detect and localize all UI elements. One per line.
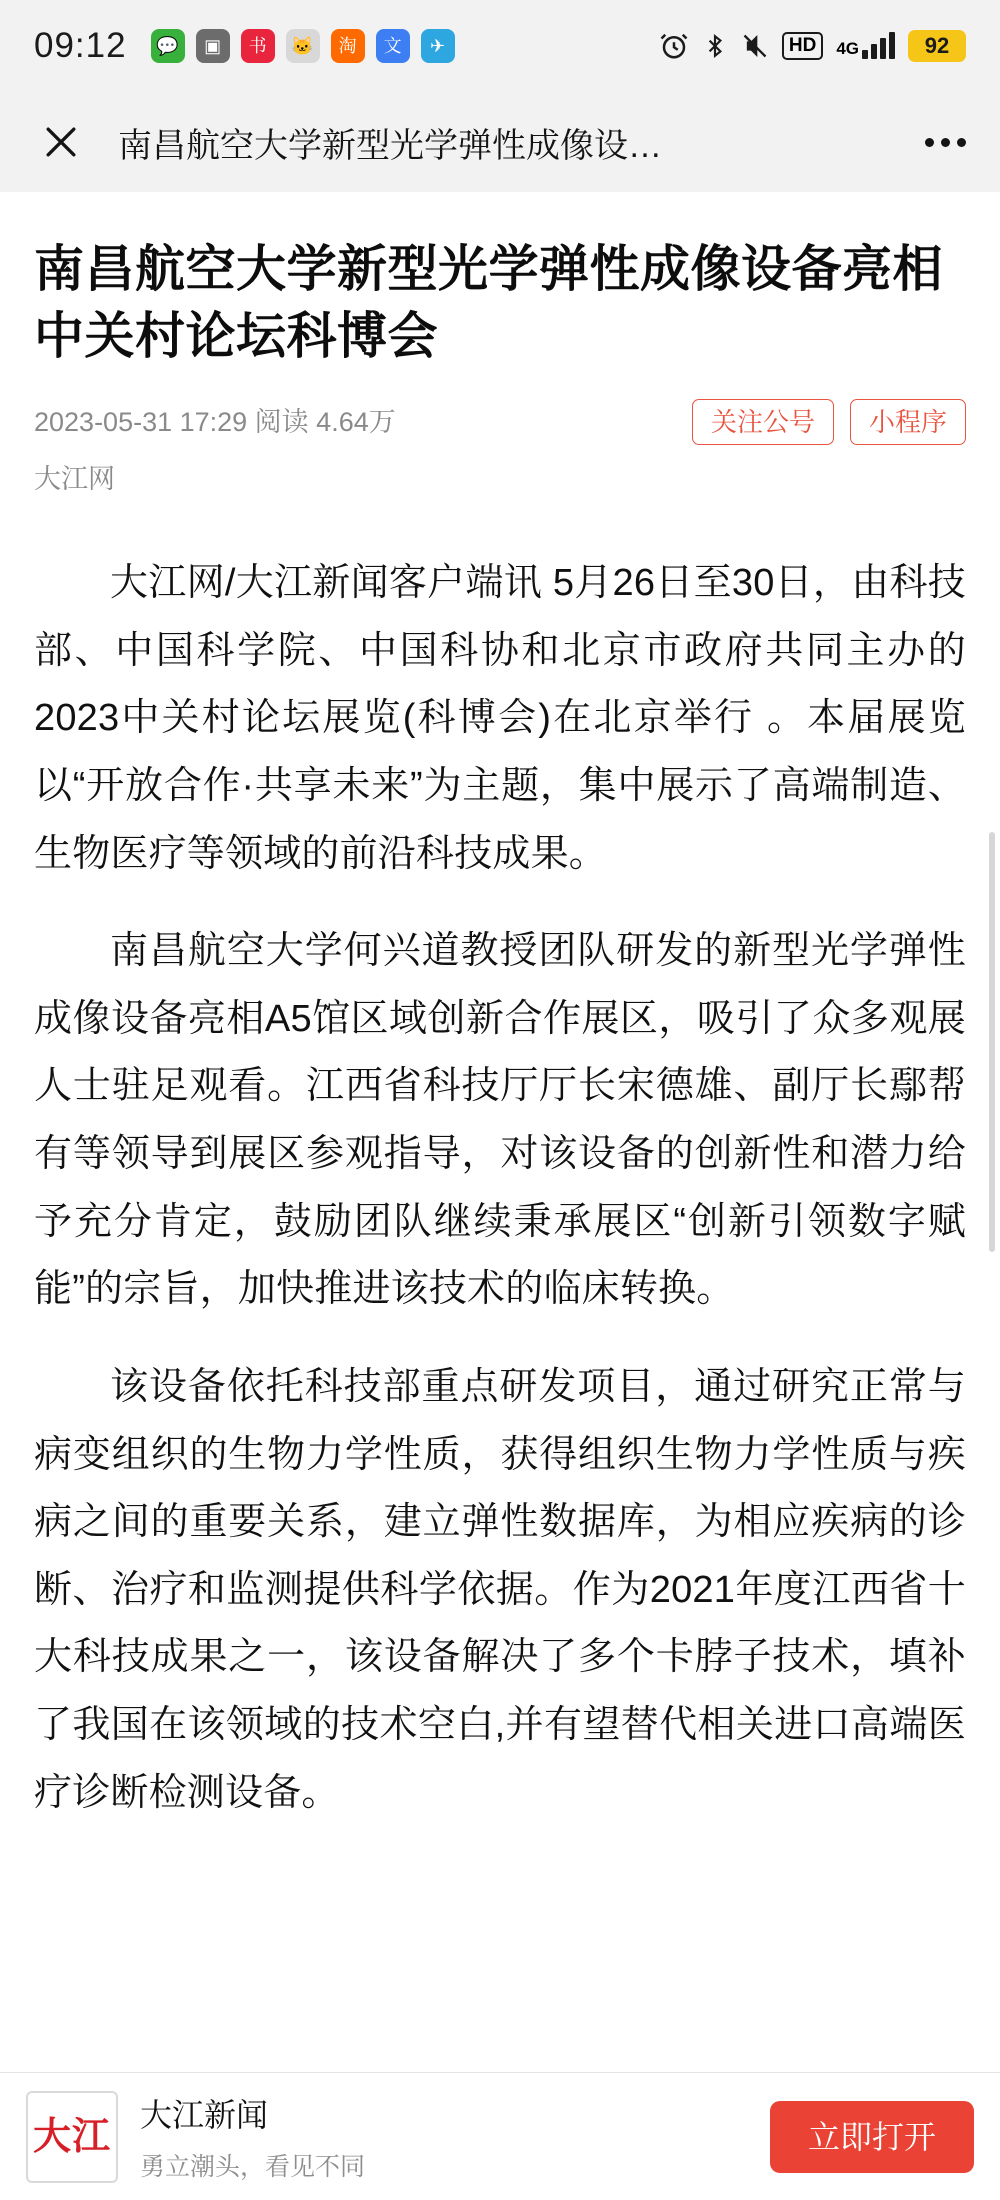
- status-bar: [0, 0, 1000, 92]
- network-type-label: 4G: [836, 38, 859, 58]
- banner-text-block: [140, 2090, 365, 2183]
- bluetooth-icon: [702, 31, 728, 61]
- app-logo: 大江: [26, 2091, 118, 2183]
- article-meta: 2023-05-31 17:29 阅读 4.64万: [34, 406, 396, 437]
- nav-title: 南昌航空大学新型光学弹性成像设…: [118, 126, 662, 165]
- page-title: 南昌航空大学新型光学弹性成像设备亮相中关村论坛科博会: [34, 241, 943, 364]
- taobao-icon: 淘: [331, 29, 365, 63]
- scrollbar[interactable]: [989, 832, 995, 1252]
- battery-indicator: 92: [908, 30, 966, 62]
- signal-indicator: [836, 33, 895, 59]
- xiaohongshu-icon: 书: [241, 29, 275, 63]
- article-paragraph: 该设备依托科技部重点研发项目，通过研究正常与病变组织的生物力学性质，获得组织生物力学性质与疾病之间的重要关系，建立弹性数据库，为相应疾病的诊断、治疗和监测提供科学依据。作为2021年度江西省十大科技成果之一，该设备解决了多个卡脖子技术，填补了我国在该领域的技术空白,并有望替代相关进口高端医疗诊断检测设备。: [34, 1365, 966, 1814]
- wechat-icon: 💬: [151, 29, 185, 63]
- app-download-banner: [0, 2072, 1000, 2200]
- article-paragraph: 南昌航空大学何兴道教授团队研发的新型光学弹性成像设备亮相A5馆区域创新合作展区，吸引了众多观展人士驻足观看。江西省科技厅厅长宋德雄、副厅长鄢帮有等领导到展区参观指导，对该设备的创新性和潜力给予充分肯定，鼓励团队继续秉承展区“创新引领数字赋能”的宗旨，加快推进该技术的临床转换。: [34, 930, 966, 1311]
- mute-icon: [741, 31, 769, 61]
- alarm-icon: [659, 31, 689, 61]
- article-meta-row: [34, 399, 966, 445]
- meta-actions: [692, 399, 966, 445]
- article-body: [34, 550, 966, 1827]
- more-options-icon[interactable]: [906, 138, 966, 147]
- article-content: [0, 192, 1000, 2200]
- telegram-icon: ✈: [421, 29, 455, 63]
- open-app-button[interactable]: 立即打开: [770, 2101, 974, 2173]
- article-paragraph: 大江网/大江新闻客户端讯 5月26日至30日，由科技部、中国科学院、中国科协和北京市政府共同主办的2023中关村论坛展览(科博会)在北京举行 。本届展览以“开放合作·共享未来”为主题，集中展示了高端制造、生物医疗等领域的前沿科技成果。: [34, 562, 966, 875]
- miniapp-button[interactable]: 小程序: [850, 399, 966, 445]
- close-icon[interactable]: [34, 115, 88, 169]
- hd-badge: HD: [782, 32, 823, 60]
- follow-account-button[interactable]: 关注公号: [692, 399, 834, 445]
- photos-icon: ▣: [196, 29, 230, 63]
- status-time: 09:12: [34, 26, 127, 65]
- banner-title: 大江新闻: [140, 2097, 269, 2133]
- status-bar-app-icons: [151, 29, 455, 63]
- navigation-bar: [0, 92, 1000, 192]
- banner-subtitle: 勇立潮头，看见不同: [140, 2153, 366, 2181]
- signal-bars-icon: [862, 33, 895, 59]
- translate-icon: 文: [376, 29, 410, 63]
- cat-app-icon: 🐱: [286, 29, 320, 63]
- status-bar-system-icons: [659, 30, 966, 62]
- article-source: 大江网: [34, 464, 115, 494]
